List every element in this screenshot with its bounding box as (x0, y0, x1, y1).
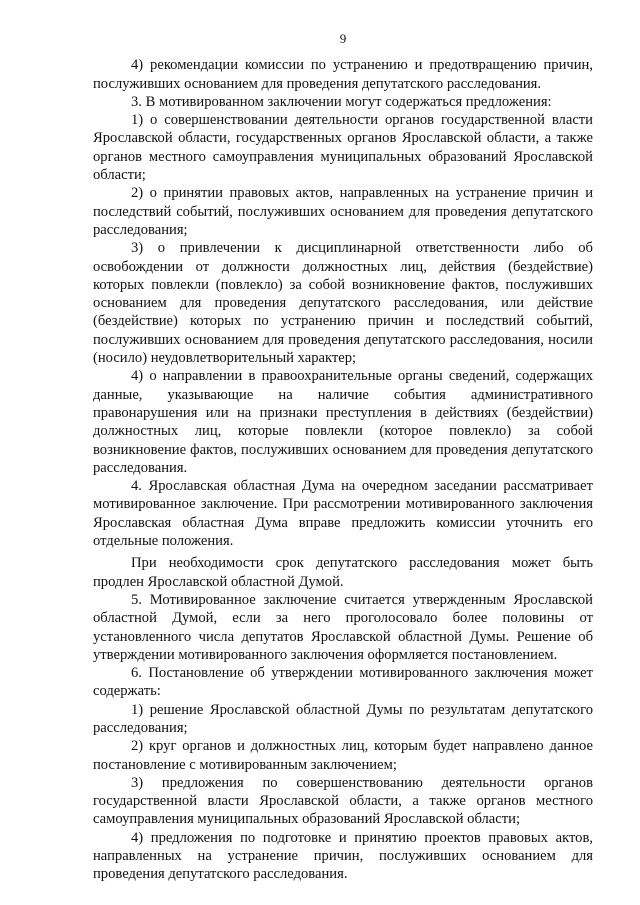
paragraph-clause-6-item-3: 3) предложения по совершенствованию деятельности органов государственной власти Ярославской области, а также органов местного самоуправления муниципальных образований Ярославской области; (93, 774, 593, 828)
paragraph-clause-4: 4. Ярославская областная Дума на очередном заседании рассматривает мотивированное заключение. При рассмотрении мотивированного заключения Ярославская областная Дума вправе предложить комиссии уточнить его отдельные положения. (93, 478, 593, 550)
paragraph-clause-3-item-2: 2) о принятии правовых актов, направленных на устранение причин и последствий событий, послуживших основанием для проведения депутатского расследования; (93, 185, 593, 238)
paragraph-clause-3-item-1: 1) о совершенствовании деятельности органов государственной власти Ярославской области, государственных органов Ярославской области, а также органов местного самоуправления муниципальных образований Ярославской области; (93, 112, 593, 184)
page-number: 9 (339, 31, 347, 46)
paragraph-clause-6-item-1: 1) решение Ярославской областной Думы по результатам депутатского расследования; (93, 701, 593, 736)
paragraph-clause-6-item-2: 2) круг органов и должностных лиц, которым будет направлено данное постановление с мотивированным заключением; (93, 738, 593, 773)
paragraph-clause-4-extension: При необходимости срок депутатского расследования может быть продлен Ярославской областной Думой. (93, 555, 593, 590)
paragraph-clause-3-item-4: 4) о направлении в правоохранительные органы сведений, содержащих данные, указывающие на наличие события административного правонарушения или на признаки преступления в действиях (бездействии) должностных лиц, которые повлекли (которое повлекло) за собой возникновение фактов, послуживших основанием для проведения депутатского расследования. (93, 368, 593, 476)
paragraph-clause-5: 5. Мотивированное заключение считается утвержденным Ярославской областной Думой, если за него проголосовало более половины от установленного числа депутатов Ярославской областной Думы. Решение об утверждении мотивированного заключения оформляется постановлением. (93, 591, 593, 663)
paragraph-clause-6: 6. Постановление об утверждении мотивированного заключения может содержать: (93, 665, 593, 700)
paragraph-clause-6-item-4: 4) предложения по подготовке и принятию проектов правовых актов, направленных на устранение причин, послуживших основанием для проведения депутатского расследования. (93, 829, 593, 883)
paragraph-clause-3: 3. В мотивированном заключении могут содержаться предложения: (131, 93, 552, 110)
paragraph-clause-3-item-3: 3) о привлечении к дисциплинарной ответственности либо об освобождении от должности должностных лиц, действия (бездействие) которых повлекли (повлекло) за собой возникновение фактов, послуживших основанием для проведения депутатского расследования, или действие (бездействие) которых по устранению причин и последствий событий, послуживших основанием для проведения депутатского расследования, носили (носило) неудовлетворительный характер; (93, 240, 593, 367)
paragraph-recommendations: 4) рекомендации комиссии по устранению и предотвращению причин, послуживших основанием для проведения депутатского расследования. (93, 57, 593, 92)
